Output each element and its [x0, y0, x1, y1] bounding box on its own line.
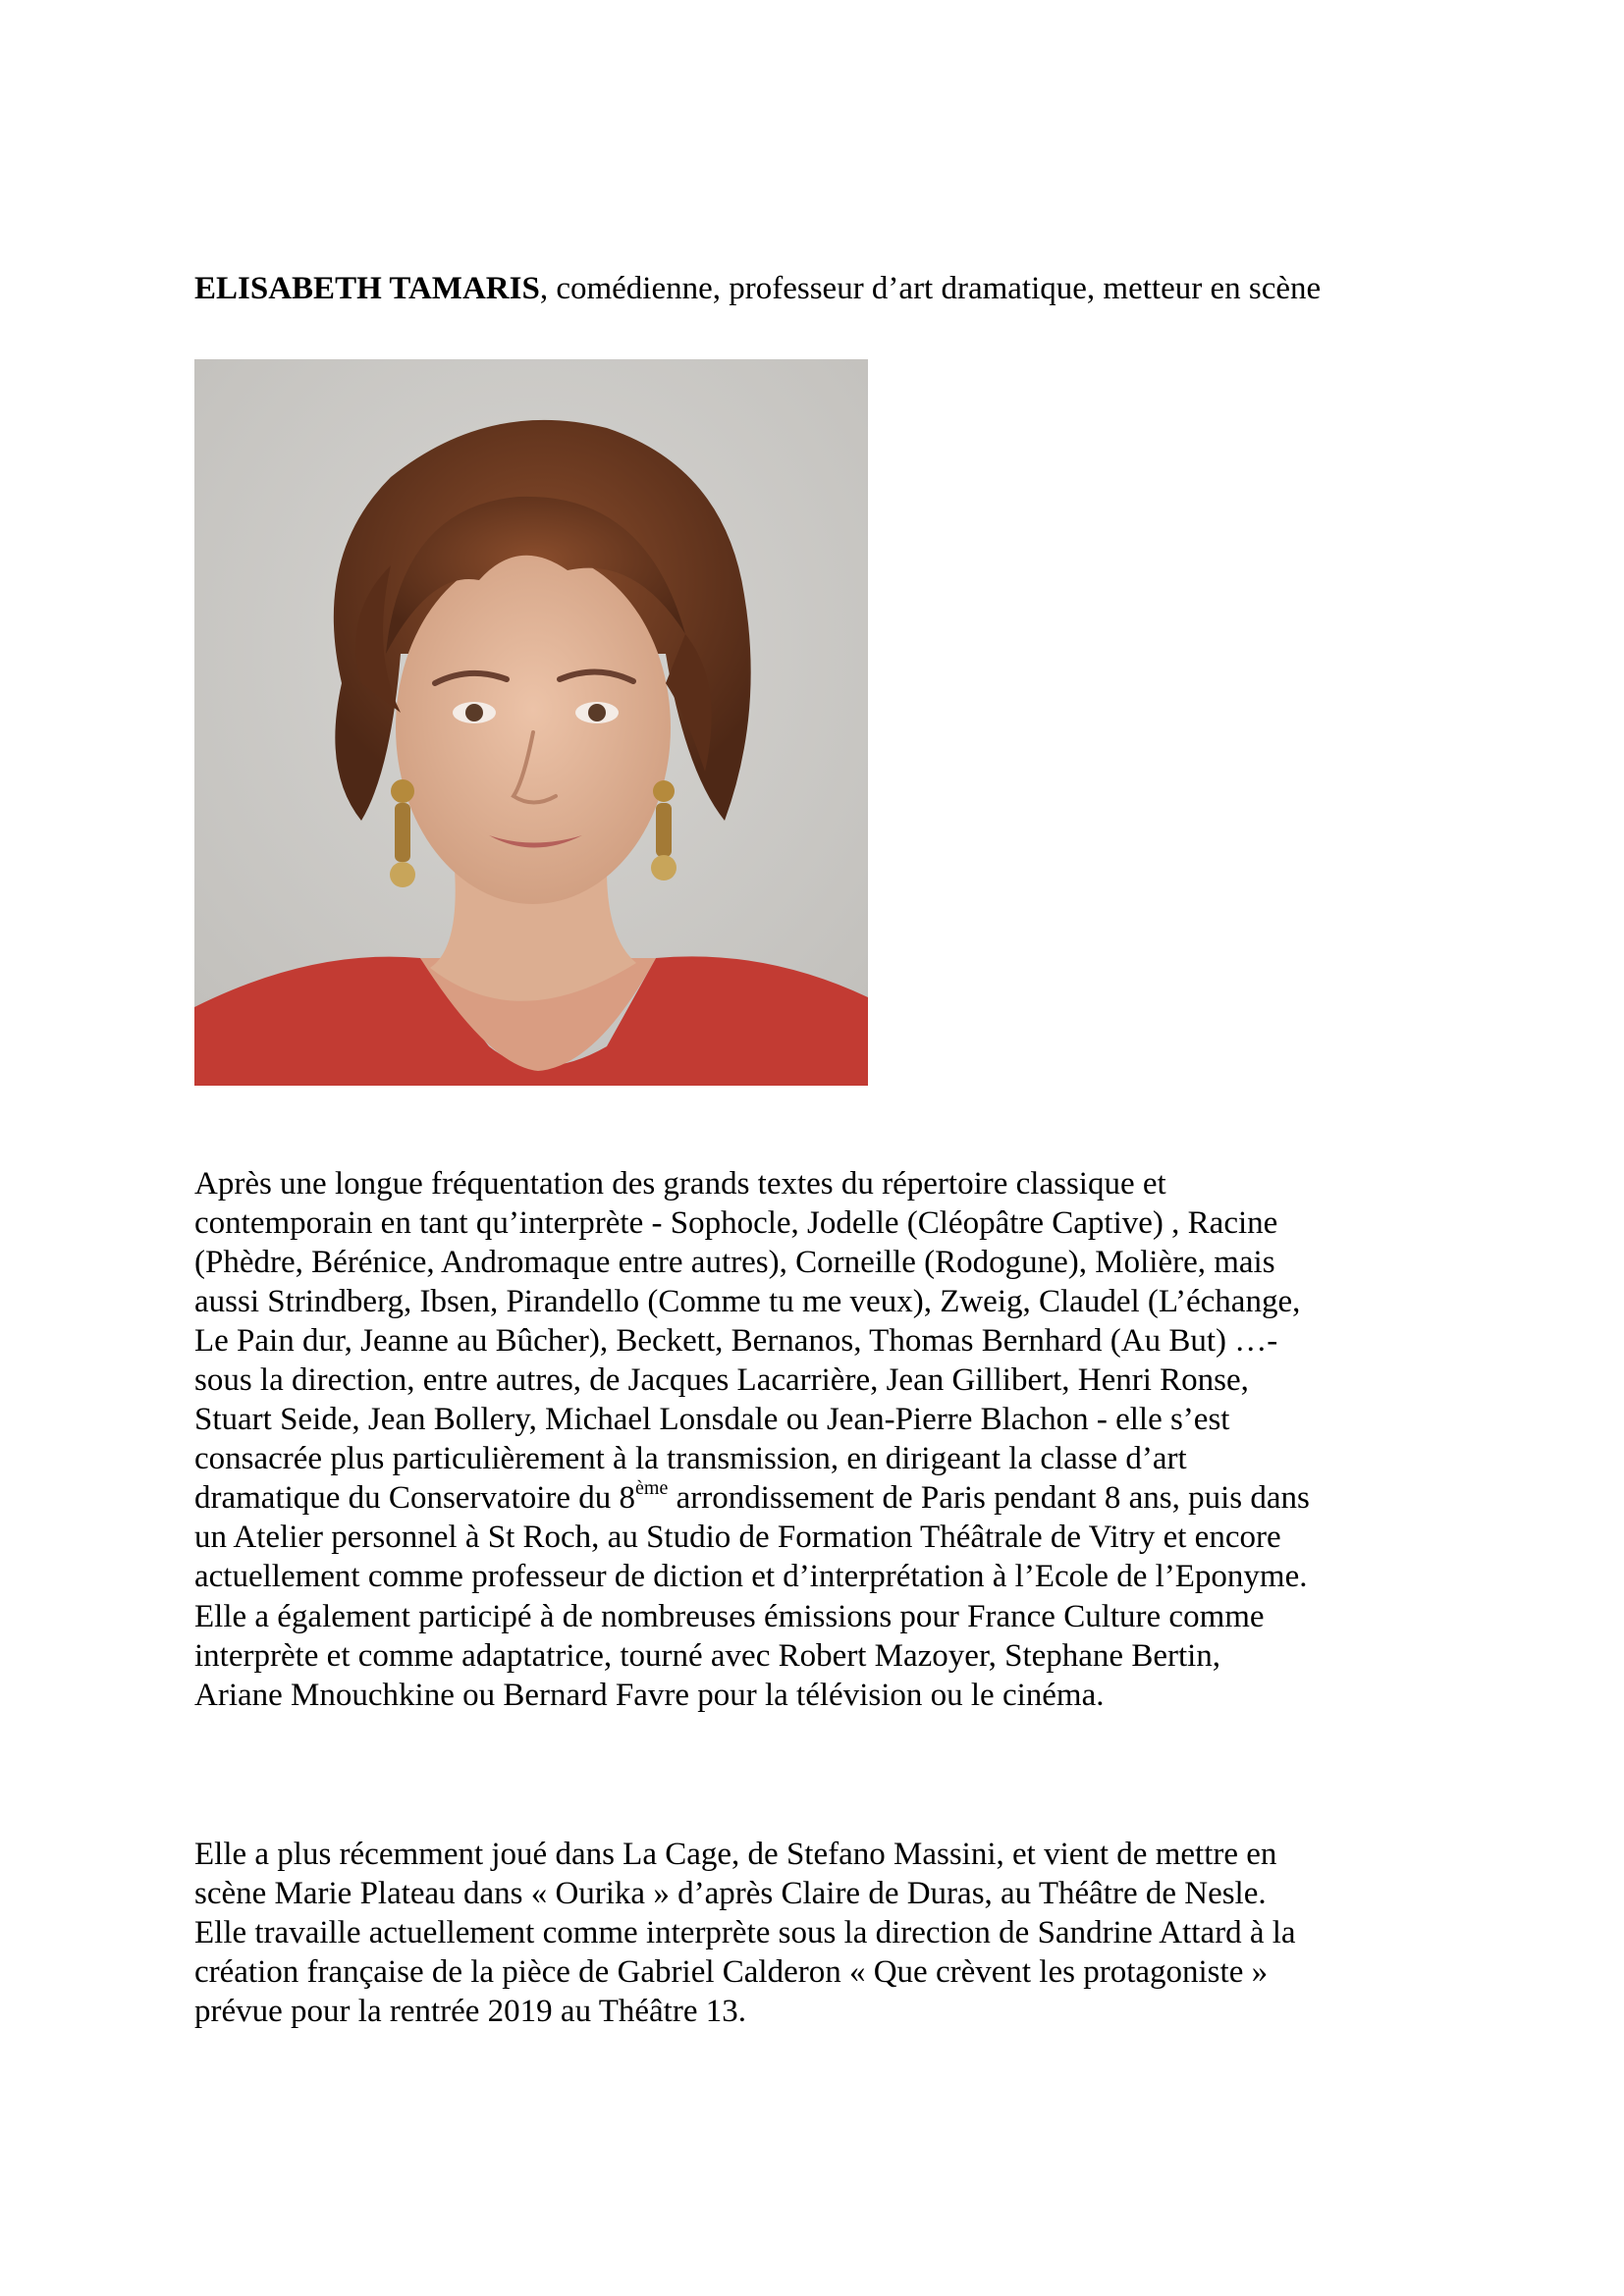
- text-line: Stuart Seide, Jean Bollery, Michael Lonsdale ou Jean-Pierre Blachon - elle s’est: [194, 1402, 1230, 1437]
- text-line-with-superscript: [194, 1478, 1471, 1518]
- paragraph-radio-film: [194, 1597, 1471, 1715]
- text-line: Elle travaille actuellement comme interprète sous la direction de Sandrine Attard à la: [194, 1915, 1296, 1950]
- text-line: Elle a également participé à de nombreuses émissions pour France Culture comme: [194, 1599, 1265, 1634]
- text-line: (Phèdre, Bérénice, Andromaque entre autres), Corneille (Rodogune), Molière, mais: [194, 1245, 1275, 1280]
- paragraph-recent-work: [194, 1835, 1471, 2031]
- portrait-photo: [194, 359, 868, 1086]
- page-heading: [194, 267, 1471, 310]
- person-roles: , comédienne, professeur d’art dramatique, metteur en scène: [539, 271, 1322, 306]
- text-line: prévue pour la rentrée 2019 au Théâtre 13.: [194, 1994, 746, 2029]
- text-line: un Atelier personnel à St Roch, au Studio de Formation Théâtrale de Vitry et encore: [194, 1520, 1281, 1555]
- ordinal-superscript: ème: [635, 1477, 669, 1499]
- text-line: scène Marie Plateau dans « Ourika » d’après Claire de Duras, au Théâtre de Nesle.: [194, 1876, 1267, 1911]
- text-segment: dramatique du Conservatoire du 8: [194, 1480, 636, 1516]
- text-line: consacrée plus particulièrement à la transmission, en dirigeant la classe d’art: [194, 1441, 1187, 1476]
- text-line: Après une longue fréquentation des grands textes du répertoire classique et: [194, 1166, 1166, 1201]
- text-line: Ariane Mnouchkine ou Bernard Favre pour la télévision ou le cinéma.: [194, 1678, 1105, 1713]
- person-name: ELISABETH TAMARIS: [194, 271, 540, 306]
- paragraph-career: [194, 1164, 1471, 1596]
- text-line: sous la direction, entre autres, de Jacques Lacarrière, Jean Gillibert, Henri Ronse,: [194, 1362, 1249, 1398]
- text-line: Elle a plus récemment joué dans La Cage, de Stefano Massini, et vient de mettre en: [194, 1837, 1277, 1872]
- text-line: Le Pain dur, Jeanne au Bûcher), Beckett, Bernanos, Thomas Bernhard (Au But) …-: [194, 1323, 1278, 1359]
- portrait-illustration: [194, 359, 868, 1086]
- text-line: aussi Strindberg, Ibsen, Pirandello (Comme tu me veux), Zweig, Claudel (L’échange,: [194, 1284, 1301, 1319]
- text-line: interprète et comme adaptatrice, tourné avec Robert Mazoyer, Stephane Bertin,: [194, 1638, 1221, 1674]
- text-line: contemporain en tant qu’interprète - Sophocle, Jodelle (Cléopâtre Captive) , Racine: [194, 1205, 1278, 1241]
- text-line: création française de la pièce de Gabriel Calderon « Que crèvent les protagoniste »: [194, 1954, 1269, 1990]
- text-segment: arrondissement de Paris pendant 8 ans, puis dans: [668, 1480, 1310, 1516]
- text-line: actuellement comme professeur de diction et d’interprétation à l’Ecole de l’Eponyme.: [194, 1559, 1308, 1594]
